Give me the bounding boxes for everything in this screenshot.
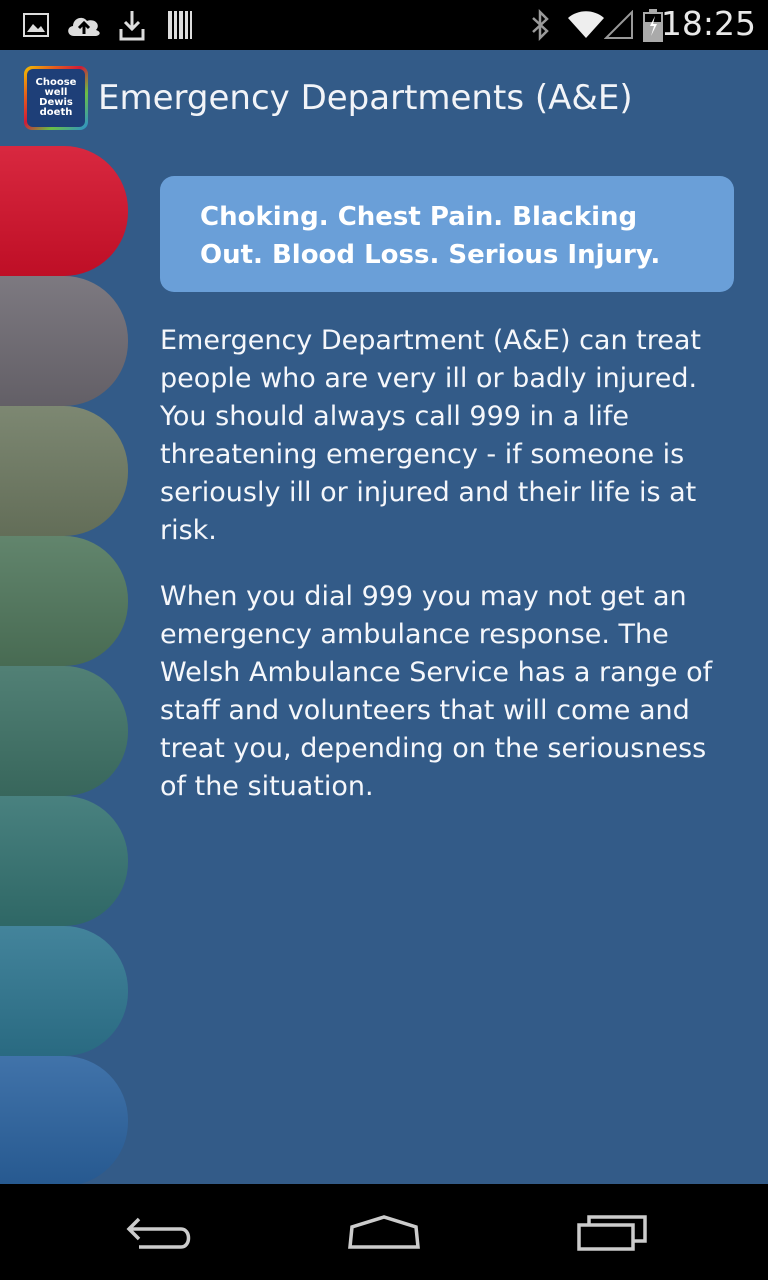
description-content [160, 322, 740, 834]
category-tab-2[interactable] [0, 276, 128, 406]
wifi-icon [566, 8, 606, 42]
bluetooth-icon [528, 8, 552, 42]
back-icon[interactable] [120, 1208, 200, 1258]
symptoms-text: Choking. Chest Pain. Blacking Out. Blood Loss. Serious Injury. [200, 202, 661, 270]
paragraph-2: When you dial 999 you may not get an emergency ambulance response. The Welsh Ambulance Service has a range of staff and volunteers that will come and treat you, depending on the seriousness of the situation. [160, 581, 713, 802]
paragraph-1: Emergency Department (A&E) can treat people who are very ill or badly injured. You should always call 999 in a life threatening emergency - if someone is seriously ill or injured and their life is at risk. [160, 325, 701, 546]
symptoms-highlight-box [160, 176, 734, 292]
app-logo[interactable] [24, 66, 88, 130]
logo-line: Choose [35, 77, 77, 88]
image-icon [22, 8, 50, 42]
app-screen [0, 50, 768, 1184]
logo-line: doeth [39, 107, 73, 118]
cloud-upload-icon [64, 8, 104, 42]
signal-icon [604, 8, 634, 42]
category-tab-8[interactable] [0, 1056, 128, 1184]
page-title: Emergency Departments (A&E) [98, 78, 633, 118]
status-bar [0, 0, 768, 50]
category-tab-emergency[interactable] [0, 146, 128, 276]
clock-time: 18:25 [660, 4, 756, 43]
category-tabs [0, 146, 130, 1184]
recent-apps-icon[interactable] [572, 1208, 652, 1258]
logo-line: well [44, 87, 68, 98]
action-bar [0, 50, 768, 146]
category-tab-7[interactable] [0, 926, 128, 1056]
logo-text [27, 69, 85, 127]
category-tab-3[interactable] [0, 406, 128, 536]
download-icon [118, 8, 146, 42]
category-tab-5[interactable] [0, 666, 128, 796]
category-tab-4[interactable] [0, 536, 128, 666]
category-tab-6[interactable] [0, 796, 128, 926]
navigation-bar [0, 1184, 768, 1280]
home-icon[interactable] [344, 1208, 424, 1258]
barcode-icon [166, 8, 194, 42]
logo-line: Dewis [39, 97, 73, 108]
